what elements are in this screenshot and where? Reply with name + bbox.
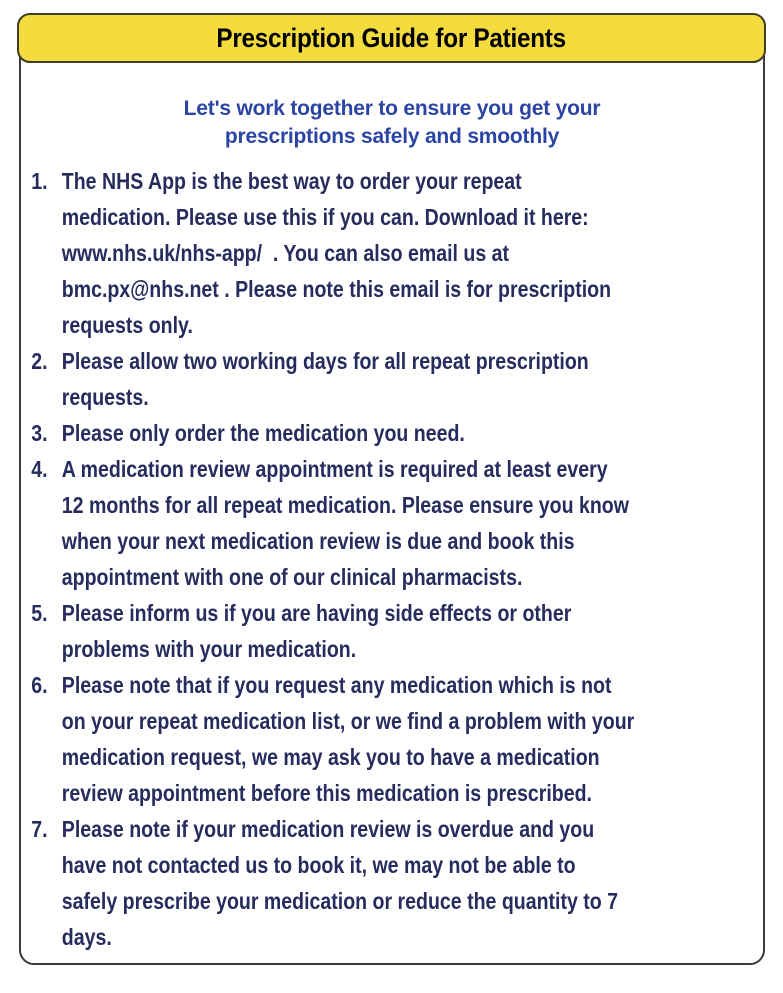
list-item [31, 811, 779, 955]
prescription-list [21, 163, 779, 955]
subtitle-line: Let's work together to ensure you get your [183, 97, 601, 120]
item-line: Please allow two working days for all repeat prescription [61, 348, 589, 374]
page-title: Prescription Guide for Patients [216, 22, 567, 53]
content-card [19, 38, 765, 965]
item-line: 12 months for all repeat medication. Please ensure you know [61, 492, 629, 518]
header-banner [17, 13, 766, 63]
subtitle-line: prescriptions safely and smoothly [224, 125, 560, 148]
item-number: 2. [31, 348, 48, 374]
item-number: 5. [31, 600, 48, 626]
list-item [31, 343, 779, 415]
item-line: requests. [61, 384, 149, 410]
item-line: review appointment before this medication is prescribed. [61, 780, 592, 806]
item-number: 6. [31, 672, 48, 698]
item-line: The NHS App is the best way to order your repeat [61, 168, 522, 194]
item-line: when your next medication review is due and book this [61, 528, 575, 554]
item-number: 7. [31, 816, 48, 842]
item-line: on your repeat medication list, or we find a problem with your [61, 708, 635, 734]
list-item [31, 451, 779, 595]
subtitle [21, 95, 763, 151]
item-lines [62, 595, 779, 667]
item-line: medication. Please use this if you can. Download it here: [61, 204, 589, 230]
list-item [31, 595, 779, 667]
item-lines [62, 451, 779, 595]
item-number: 1. [31, 168, 48, 194]
item-line: Please only order the medication you need. [61, 420, 465, 446]
item-line: Please note that if you request any medication which is not [61, 672, 612, 698]
item-lines [62, 163, 779, 343]
item-lines [62, 811, 779, 955]
item-line: Please inform us if you are having side effects or other [61, 600, 572, 626]
item-number: 3. [31, 420, 48, 446]
item-line: requests only. [61, 312, 193, 338]
list-item [31, 163, 779, 343]
item-number: 4. [31, 456, 48, 482]
list-item [31, 667, 779, 811]
item-line: safely prescribe your medication or reduce the quantity to 7 [61, 888, 619, 914]
item-line: days. [61, 924, 112, 950]
item-line: Please note if your medication review is overdue and you [61, 816, 595, 842]
item-line: www.nhs.uk/nhs-app/ . You can also email us at [61, 240, 510, 266]
item-line: A medication review appointment is required at least every [61, 456, 608, 482]
item-lines [62, 415, 779, 451]
item-line: appointment with one of our clinical pharmacists. [61, 564, 523, 590]
item-line: bmc.px@nhs.net . Please note this email is for prescription [61, 276, 612, 302]
item-line: medication request, we may ask you to have a medication [61, 744, 600, 770]
item-lines [62, 343, 779, 415]
list-item [31, 415, 779, 451]
item-line: problems with your medication. [61, 636, 357, 662]
item-lines [62, 667, 779, 811]
item-line: have not contacted us to book it, we may not be able to [61, 852, 576, 878]
